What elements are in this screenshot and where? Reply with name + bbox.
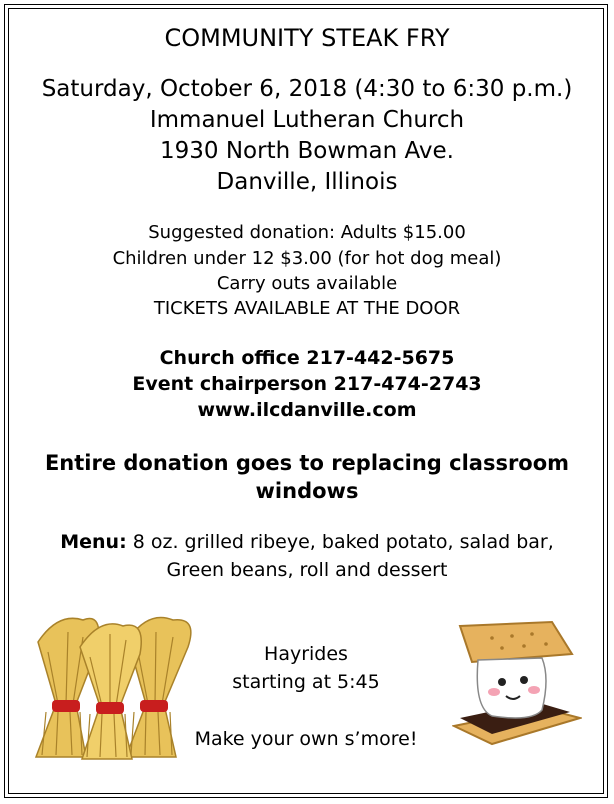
hay-bundles-icon xyxy=(28,612,200,762)
church-office-phone: Church office 217-442-5675 xyxy=(159,347,455,369)
menu-items-line1: 8 oz. grilled ribeye, baked potato, salad bar, xyxy=(126,531,554,553)
donation-purpose-line1: Entire donation goes to replacing classroom xyxy=(44,451,570,475)
website-link[interactable]: www.ilcdanville.com xyxy=(197,399,417,421)
venue-name: Immanuel Lutheran Church xyxy=(149,107,465,133)
hayrides-label: Hayrides xyxy=(264,643,348,665)
menu-items-line2: Green beans, roll and dessert xyxy=(166,559,448,581)
venue-city: Danville, Illinois xyxy=(216,169,398,195)
smores-text: Make your own s’more! xyxy=(194,728,418,750)
flyer-title: COMMUNITY STEAK FRY xyxy=(164,24,450,52)
donation-children: Children under 12 $3.00 (for hot dog meal) xyxy=(112,248,502,269)
graham-cracker-top xyxy=(460,622,572,662)
smore-marshmallow-icon xyxy=(452,618,582,758)
chairperson-phone: Event chairperson 217-474-2743 xyxy=(132,373,482,395)
tickets-info: TICKETS AVAILABLE AT THE DOOR xyxy=(153,298,461,319)
donation-purpose-line2: windows xyxy=(255,479,359,503)
hayrides-time: starting at 5:45 xyxy=(232,671,380,693)
menu-line1 xyxy=(0,531,614,553)
venue-address: 1930 North Bowman Ave. xyxy=(160,138,454,164)
menu-label: Menu: xyxy=(60,531,127,553)
carry-outs: Carry outs available xyxy=(216,273,398,294)
donation-adults: Suggested donation: Adults $15.00 xyxy=(148,222,466,243)
event-date: Saturday, October 6, 2018 (4:30 to 6:30 p.m.) xyxy=(41,76,573,102)
